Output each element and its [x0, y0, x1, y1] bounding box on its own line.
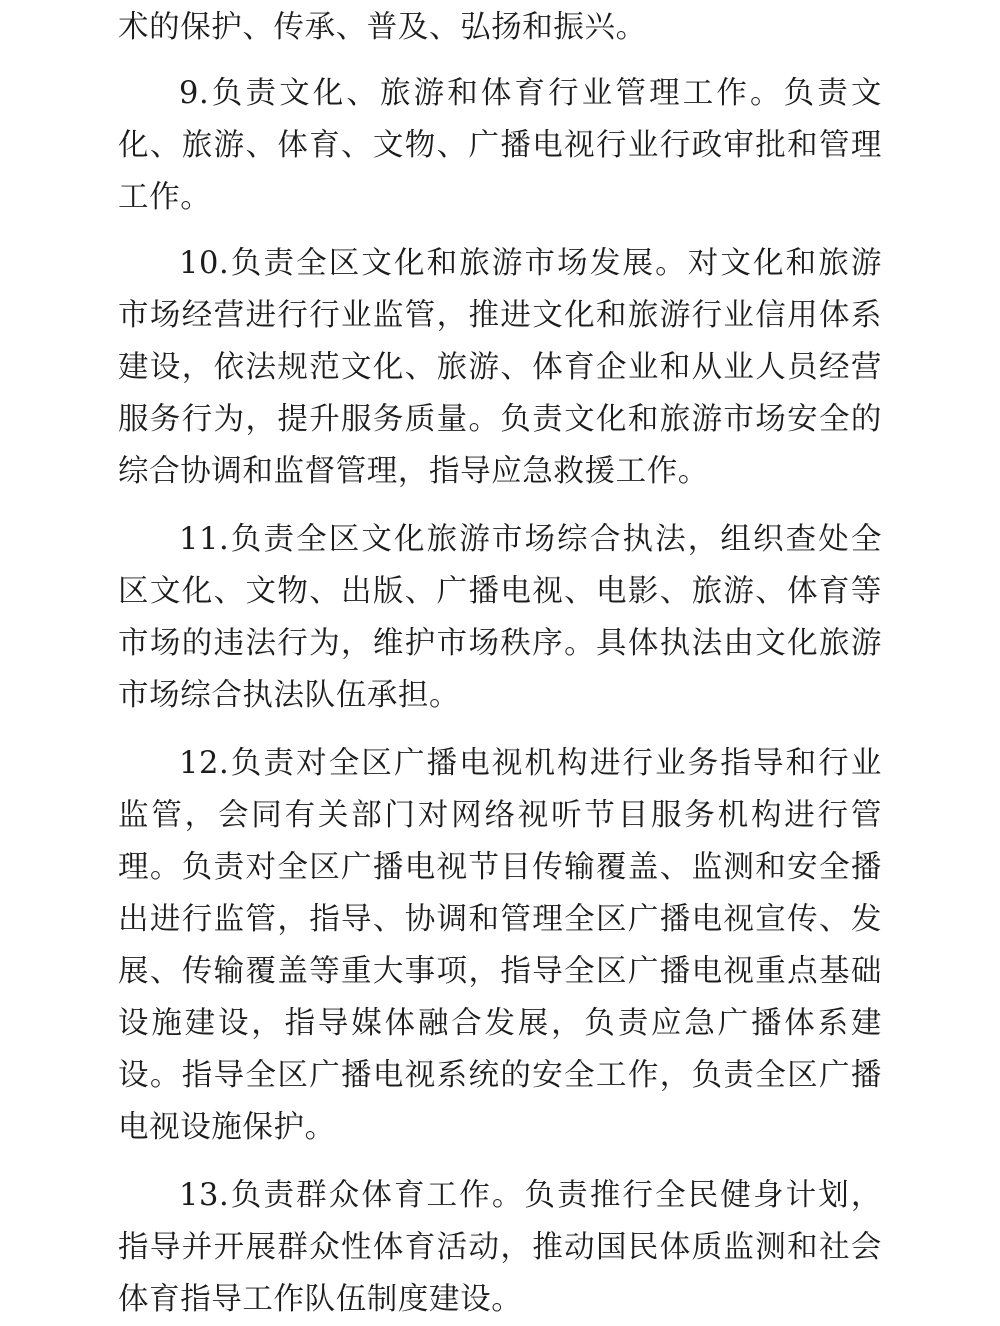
paragraph-spacer [118, 498, 882, 514]
paragraph-item-13: 13.负责群众体育工作。负责推行全民健身计划，指导并开展群众性体育活动，推动国民体质监测和社会体育指导工作队伍制度建设。 [118, 1178, 882, 1317]
paragraph-item-10: 10.负责全区文化和旅游市场发展。对文化和旅游市场经营进行行业监管，推进文化和旅游行业信用体系建设，依法规范文化、旅游、体育企业和从业人员经营服务行为，提升服务质量。负责文化和旅游市场安全的综合协调和监督管理，指导应急救援工作。 [118, 246, 882, 489]
paragraph-spacer [118, 1154, 882, 1170]
paragraph-continuation: 术的保护、传承、普及、弘扬和振兴。 [118, 10, 647, 45]
paragraph-spacer [118, 54, 882, 68]
paragraph-spacer [118, 722, 882, 738]
paragraph-spacer [118, 224, 882, 238]
paragraph-item-9: 9.负责文化、旅游和体育行业管理工作。负责文化、旅游、体育、文物、广播电视行业行政审批和管理工作。 [118, 76, 882, 215]
paragraph-item-12: 12.负责对全区广播电视机构进行业务指导和行业监管，会同有关部门对网络视听节目服务机构进行管理。负责对全区广播电视节目传输覆盖、监测和安全播出进行监管，指导、协调和管理全区广播电视宣传、发展、传输覆盖等重大事项，指导全区广播电视重点基础设施建设，指导媒体融合发展，负责应急广播体系建设。指导全区广播电视系统的安全工作，负责全区广播电视设施保护。 [118, 746, 882, 1145]
paragraph-item-11: 11.负责全区文化旅游市场综合执法，组织查处全区文化、文物、出版、广播电视、电影、旅游、体育等市场的违法行为，维护市场秩序。具体执法由文化旅游市场综合执法队伍承担。 [118, 522, 882, 713]
document-body [118, 0, 882, 1326]
